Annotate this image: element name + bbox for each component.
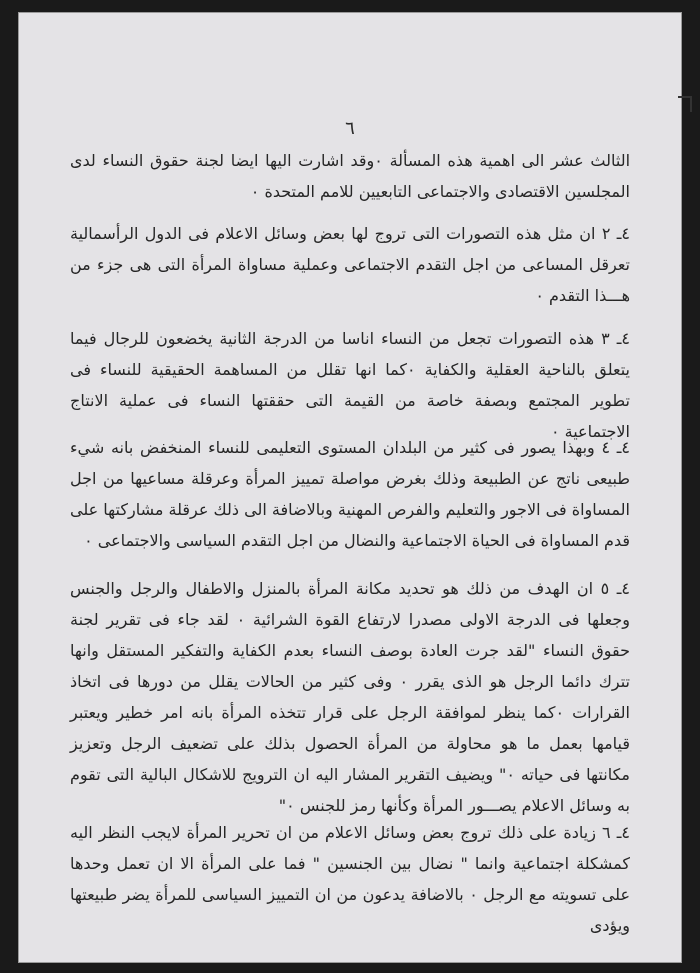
paragraph-4-4: ٤ـ ٤ وبهذا يصور فى كثير من البلدان المستوى التعليمى للنساء المنخفض بانه شيء طبيعى ناتج عن الطبيعة وذلك بغرض مواصلة تمييز المرأة وعرقلة مساعيها من اجل المساواة فى الاجور والتعليم والفرص المهنية وبالاضافة الى ذلك عرقلة مشاركتها على قدم المساواة فى الحياة الاجتماعية والنضال من اجل التقدم السياسى والاجتماعى ٠ (70, 438, 630, 550)
text-block (70, 323, 630, 447)
text-block (70, 218, 630, 311)
corner-bracket-mark (678, 96, 692, 112)
text-block (70, 145, 630, 207)
text-block (70, 817, 630, 941)
page-number: ٦ (345, 118, 355, 139)
text-block (70, 432, 630, 556)
paragraph-4-2: ٤ـ ٢ ان مثل هذه التصورات التى تروج لها بعض وسائل الاعلام فى الدول الرأسمالية تعرقل المساعى من اجل التقدم الاجتماعى وعملية مساواة المرأة التى هى جزء من هـــذا التقدم ٠ (70, 224, 630, 305)
document-page (18, 12, 682, 963)
paragraph-4-6: ٤ـ ٦ زيادة على ذلك تروج بعض وسائل الاعلام من ان تحرير المرأة لايجب النظر اليه كمشكلة اجتماعية وانما " نضال بين الجنسين " فما على المرأة الا ان تعمل وحدها على تسويته مع الرجل ٠ بالاضافة يدعون من ان التمييز السياسى للمرأة يضر طبيعتها ويؤدى (70, 823, 630, 935)
text-block (70, 573, 630, 821)
paragraph-4-3: ٤ـ ٣ هذه التصورات تجعل من النساء اناسا من الدرجة الثانية يخضعون للرجال فيما يتعلق بالناحية العقلية والكفاية ٠كما انها تقلل من المساهمة الحقيقية للنساء فى تطوير المجتمع وبصفة خاصة من القيمة التى حققتها النساء فى عملية الانتاج الاجتماعية ٠ (70, 329, 630, 441)
paragraph-4-5: ٤ـ ٥ ان الهدف من ذلك هو تحديد مكانة المرأة بالمنزل والاطفال والرجل والجنس وجعلها فى الدرجة الاولى مصدرا لارتفاع القوة الشرائية ٠ لقد جاء فى تقرير لجنة حقوق النساء "لقد جرت العادة بوصف النساء بعدم الكفاية والتفكير المستقل وانها تترك دائما الرجل هو الذى يقرر ٠ وفى كثير من الحالات يقلل من دورها فى اتخاذ القرارات ٠كما ينظر لموافقة الرجل على قرار تتخذه المرأة بانه امر خطير ويعتبر قيامها بعمل ما هو محاولة من المرأة الحصول بذلك على تضعيف الرجل وتعزيز مكانتها فى حياته ٠" ويضيف التقرير المشار اليه ان الترويج للاشكال البالية التى تقوم به وسائل الاعلام يصـــور المرأة وكأنها رمز للجنس ٠" (70, 579, 631, 815)
paragraph-1: الثالث عشر الى اهمية هذه المسألة ٠وقد اشارت اليها ايضا لجنة حقوق النساء لدى المجلسين الاقتصادى والاجتماعى التابعيين للامم المتحدة ٠ (70, 151, 631, 201)
